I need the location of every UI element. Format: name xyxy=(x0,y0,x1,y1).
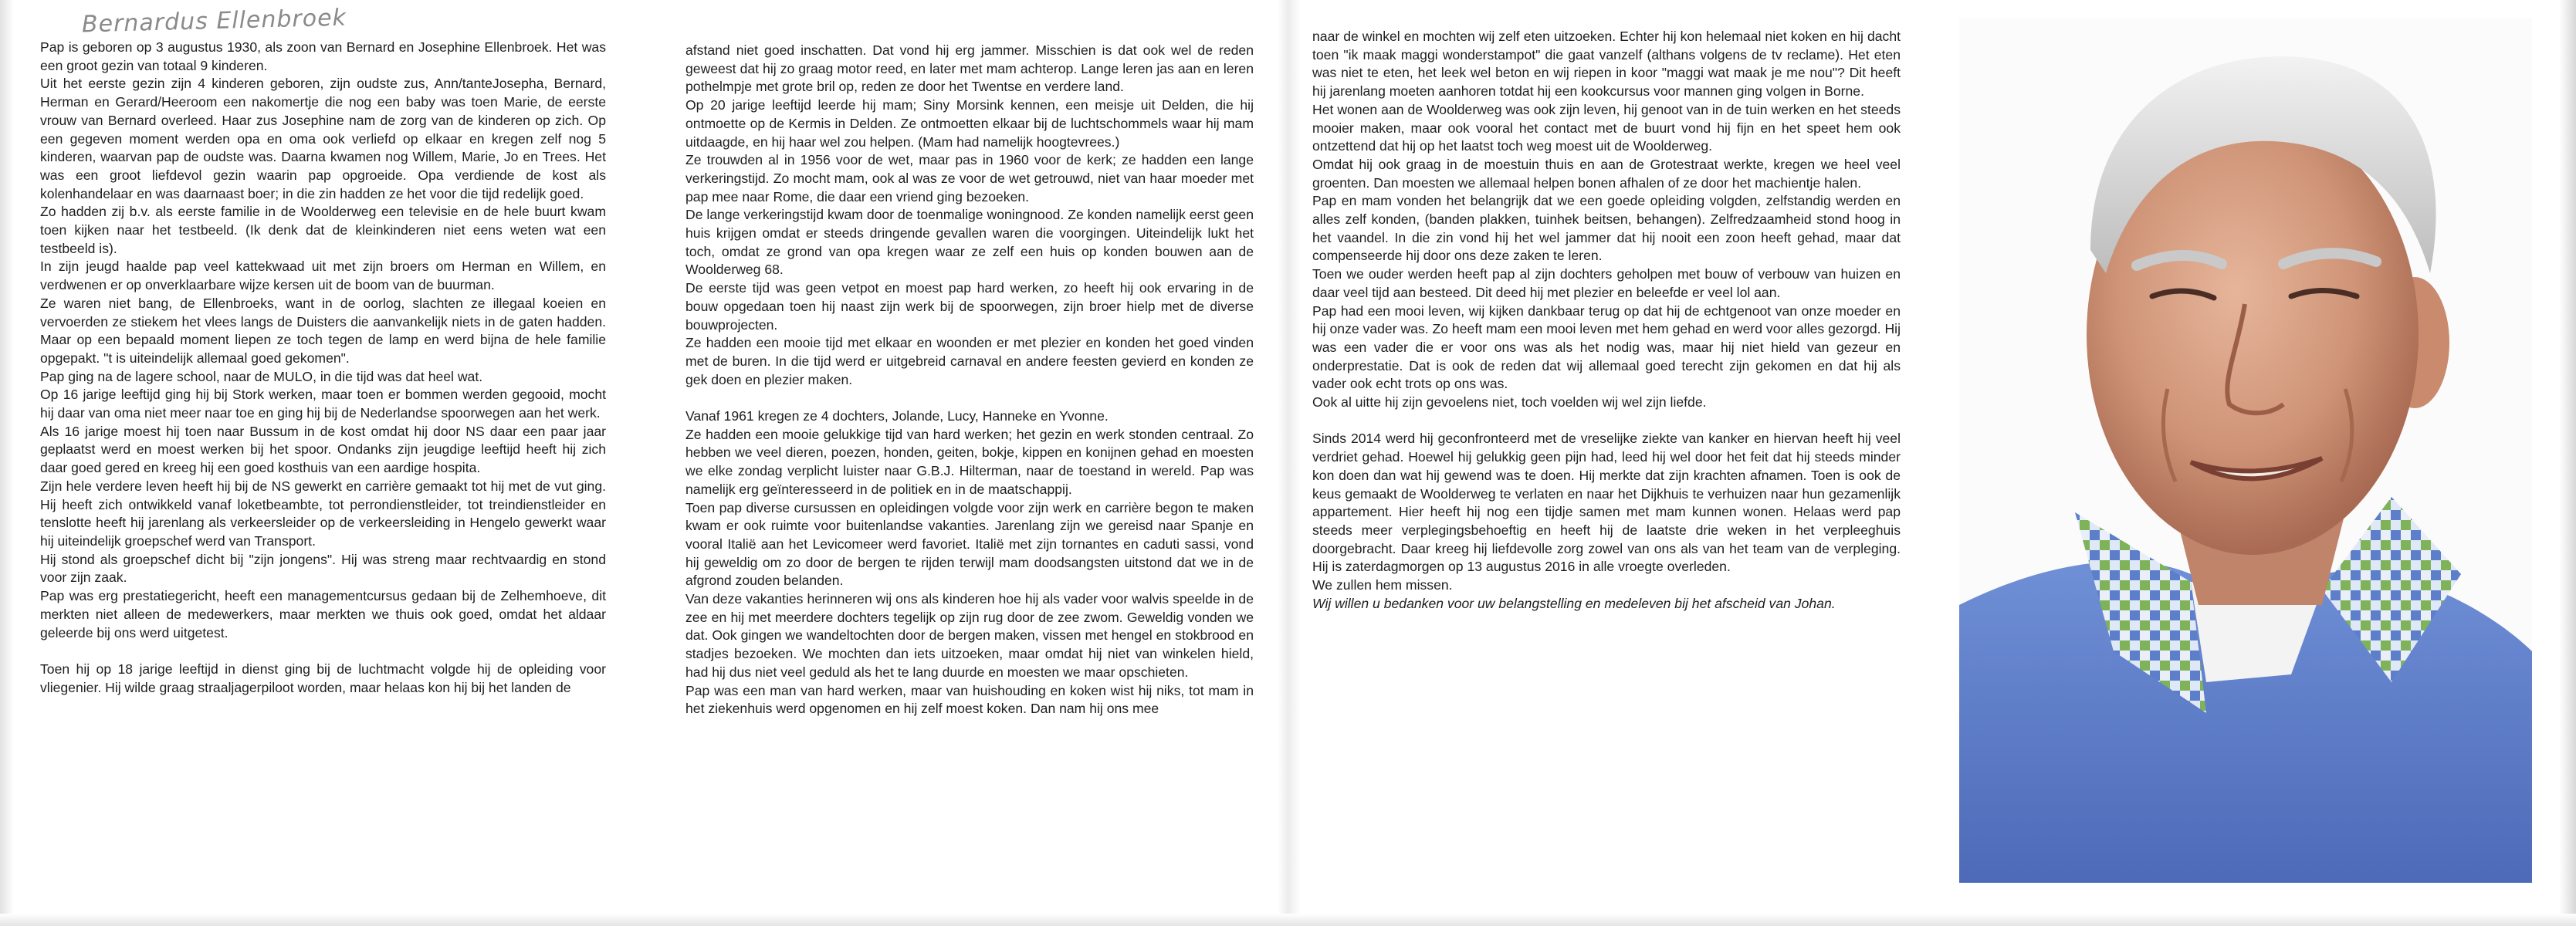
paragraph: In zijn jeugd haalde pap veel kattekwaad uit met zijn broers om Herman en Willem, en verdwenen er op onverklaarbare wijze kersen uit de boom van de buurman. xyxy=(40,259,606,293)
portrait-illustration xyxy=(1959,19,2532,883)
paragraph: Ze waren niet bang, de Ellenbroeks, want in de oorlog, slachten ze illegaal koeien en vervoerden ze stiekem het vlees langs de Duisters die aanvankelijk niets in de gaten hadden. Maar op een bepaald moment liepen ze toch tegen de lamp en werd bijna de hele familie opgepakt. "t is uiteindelijk allemaal goed gekomen". xyxy=(40,295,606,366)
paragraph: Ze hadden een mooie gelukkige tijd van hard werken; het gezin en werk stonden centraal. Zo hebben we veel dieren, poezen, honden, geiten, bokje, kippen en konijnen gehad en moesten we elke zondag verplicht luister naar G.B.J. Hilterman, naar de toestand in wereld. Pap was namelijk erg geïnteresseerd in de politiek en in de maatschappij. xyxy=(685,426,1254,497)
paragraph: Toen we ouder werden heeft pap al zijn dochters geholpen met bouw of verbouw van huizen en daar veel tijd aan besteed. Dit deed hij met plezier en beleefde er veel lol aan. xyxy=(1312,266,1901,300)
paragraph: Het wonen aan de Woolderweg was ook zijn leven, hij genoot van in de tuin werken en het steeds mooier maken, maar ook vooral het contact met de buurt vond hij fijn en het speet hem ook ontzettend dat hij op het laatst toch weg moest uit de Woolderweg. xyxy=(1312,101,1901,154)
paragraph: Pap was erg prestatiegericht, heeft een managementcursus gedaan bij de Zelhemhoeve, dit merkten niet alleen de medewerkers, maar merkten we thuis ook goed, omdat het aldaar geleerde bij ons werd uitgetest. xyxy=(40,588,606,640)
handwritten-name: Bernardus Ellenbroek xyxy=(81,4,347,39)
paragraph-gap xyxy=(685,389,1254,407)
paragraph: De eerste tijd was geen vetpot en moest pap hard werken, zo heeft hij ook ervaring in de bouw opgedaan toen hij naast zijn werk bij de spoorwegen, zijn broer hielp met de diverse bouwprojecten. xyxy=(685,280,1254,333)
paragraph: Ook al uitte hij zijn gevoelens niet, toch voelden wij wel zijn liefde. xyxy=(1312,394,1707,411)
paragraph: Zijn hele verdere leven heeft hij bij de NS gewerkt en carrière gemaakt tot hij met de vut ging. Hij heeft zich ontwikkeld vanaf loketbeambte, tot perrondienstleider, tot treindienstleider en tenslotte heeft hij jarenlang als verkeersleider op de verkeersleiding in Hengelo gewerkt waar hij uiteindelijk groepschef werd van Transport. xyxy=(40,478,606,549)
paragraph: Omdat hij ook graag in de moestuin thuis en aan de Grotestraat werkte, kregen we heel veel groenten. Dan moesten we allemaal helpen bonen afhalen of ze door het machientje halen. xyxy=(1312,156,1901,191)
page-edge-bottom xyxy=(0,914,2576,926)
text-column-1 xyxy=(40,39,606,697)
page-edge-left xyxy=(0,0,14,926)
paragraph: Pap was een man van hard werken, maar van huishouding en koken wist hij niks, tot mam in het ziekenhuis werd opgenomen en hij zelf moest koken. Dan nam hij ons mee xyxy=(685,682,1254,717)
paragraph: Pap had een mooi leven, wij kijken dankbaar terug op dat hij de echtgenoot van onze moeder en hij onze vader was. Zo heeft mam een mooi leven met hem gehad en werd voor alles gezorgd. Hij was een vader die er voor ons was als het nodig was, maar hij niet hield van gezeur en onderprestatie. Dat is ook de reden dat wij allemaal goed terecht zijn gekomen en dat hij als vader ook echt trots op ons was. xyxy=(1312,302,1901,392)
paragraph: De lange verkeringstijd kwam door de toenmalige woningnood. Ze konden namelijk eerst geen huis krijgen omdat er steeds dringende gevallen waren die voorgingen. Uiteindelijk lukt het toch, omdat ze grond van opa kregen waar ze zelf een huis op konden bouwen aan de Woolderweg 68. xyxy=(685,207,1254,278)
paragraph: Van deze vakanties herinneren wij ons als kinderen hoe hij als vader voor walvis speelde in de zee en hij met meerdere dochters tegelijk op zijn rug door de zee zwom. Geweldig vonden we dat. Ook gingen we wandeltochten door de bergen maken, vissen met hengel en stokbrood en stadjes bezoeken. We mochten dan iets uitzoeken, maar omdat hij niet van winkelen hield, had hij dus niet veel geduld als het te lang duurde en moesten we maar opschieten. xyxy=(685,591,1254,680)
paragraph: afstand niet goed inschatten. Dat vond hij erg jammer. Misschien is dat ook wel de reden geweest dat hij zo graag motor reed, en later met mam achterop. Lange leren jas aan en leren pothelmpje met grote bril op, reden ze door het Twentse en verdere land. xyxy=(685,42,1254,95)
paragraph: Als 16 jarige moest hij toen naar Bussum in de kost omdat hij door NS daar een paar jaar geplaatst werd en moest werken bij het spoor. Ondanks zijn jeugdige leeftijd heeft hij zich daar goed gered en kreeg hij een goed kosthuis van een aardige hospita. xyxy=(40,423,606,476)
page-edge-right xyxy=(2559,0,2576,926)
paragraph: Zo hadden zij b.v. als eerste familie in de Woolderweg een televisie en de hele buurt kwam toen kijken naar het testbeeld. (Ik denk dat de kleinkinderen niet eens weten wat een testbeeld is). xyxy=(40,204,606,256)
portrait-photo xyxy=(1959,19,2532,883)
paragraph: Sinds 2014 werd hij geconfronteerd met de vreselijke ziekte van kanker en hiervan heeft hij veel verdriet gehad. Hoewel hij gelukkig geen pijn had, leed hij wel door het feit dat hij steeds minder kon doen dan wat hij gewend was te doen. Hij merkte dat zijn krachten afnamen. Toen is ook de keus gemaakt de Woolderweg te verlaten en naar het Dijkhuis te verhuizen naar hun gezamenlijk appartement. Hier heeft hij nog een tijdje samen met mam kunnen wonen. Helaas werd pap steeds meer verplegingsbehoeftig en heeft hij de laatste drie weken in het verpleeghuis doorgebracht. Daar kreeg hij liefdevolle zorg zowel van ons als van het team van de verpleging. Hij is zaterdagmorgen op 13 augustus 2016 in alle vroegte overleden. xyxy=(1312,431,1901,575)
paragraph: Pap en mam vonden het belangrijk dat we een goede opleiding volgden, zelfstandig werden en alles zelf konden, (banden plakken, tuinhek beitsen, behangen). Zelfredzaamheid stond hoog in het vaandel. In die zin vond hij het wel jammer dat hij nooit een zoon heeft gehad, maar dat compenseerde hij door ons deze zaken te leren. xyxy=(1312,193,1901,264)
thanks-line: Wij willen u bedanken voor uw belangstelling en medeleven bij het afscheid van Johan. xyxy=(1312,595,1836,611)
paragraph: Hij stond als groepschef dicht bij "zijn jongens". Hij was streng maar rechtvaardig en stond voor zijn zaak. xyxy=(40,551,606,586)
paragraph: Pap ging na de lagere school, naar de MULO, in die tijd was dat heel wat. xyxy=(40,368,483,384)
paragraph-gap xyxy=(1312,412,1901,431)
paragraph: Op 20 jarige leeftijd leerde hij mam; Siny Morsink kennen, een meisje uit Delden, die hij ontmoette op de Kermis in Delden. Ze ontmoetten elkaar bij de luchtschommels waar hij mam uitdaagde, en hij haar wel zou helpen. (Mam had namelijk hoogtevrees.) xyxy=(685,97,1254,150)
paragraph: Vanaf 1961 kregen ze 4 dochters, Jolande, Lucy, Hanneke en Yvonne. xyxy=(685,408,1109,424)
paragraph-gap xyxy=(40,642,606,661)
paragraph: Op 16 jarige leeftijd ging hij bij Stork werken, maar toen er bommen werden gegooid, mocht hij daar van oma niet meer naar toe en ging hij bij de Nederlandse spoorwegen aan het werk. xyxy=(40,387,606,421)
text-column-2 xyxy=(685,42,1254,718)
paragraph: Ze trouwden al in 1956 voor de wet, maar pas in 1960 voor de kerk; ze hadden een lange verkeringstijd. Zo mocht mam, ook al was ze voor de wet getrouwd, niet van haar moeder met pap mee naar Rome, die daar een vriend ging bezoeken. xyxy=(685,152,1254,204)
paragraph: Uit het eerste gezin zijn 4 kinderen geboren, zijn oudste zus, Ann/tanteJosepha, Bernard, Herman en Gerard/Heeroom een nakomertje die nog een baby was toen Marie, de eerste vrouw van Bernard overleed. Haar zus Josephine nam de zorg van de kinderen op zich. Op een gegeven moment werden opa en oma ook verliefd op elkaar en kregen zelf nog 5 kinderen, waarvan pap de oudste was. Daarna kwamen nog Willem, Marie, Jo en Trees. Het was een groot liefdevol gezin waarin pap opgroeide. Opa verdiende de kost als kolenhandelaar en was daarnaast boer; in die zin hadden ze het voor die tijd redelijk goed. xyxy=(40,76,606,201)
paragraph: naar de winkel en mochten wij zelf eten uitzoeken. Echter hij kon helemaal niet koken en hij dacht toen "ik maak maggi wonderstampot" die gaat vanzelf (althans volgens de tv reclame). Het eten was niet te eten, het leek wel beton en wij riepen in koor "maggi wat maak je me nou"? Dit heeft hij jarenlang moeten aanhoren totdat hij een kookcursus voor mannen ging volgen in Borne. xyxy=(1312,29,1901,100)
paragraph: Toen hij op 18 jarige leeftijd in dienst ging bij de luchtmacht volgde hij de opleiding voor vliegenier. Hij wilde graag straaljagerpiloot worden, maar helaas kon hij bij het landen de xyxy=(40,661,606,695)
paragraph: Pap is geboren op 3 augustus 1930, als zoon van Bernard en Josephine Ellenbroek. Het was een groot gezin van totaal 9 kinderen. xyxy=(40,39,606,73)
closing-line: We zullen hem missen. xyxy=(1312,577,1453,593)
paragraph: Ze hadden een mooie tijd met elkaar en woonden er met plezier en konden het goed vinden met de buren. In die tijd werd er uitgebreid carnaval en andere feesten gevierd en konden ze gek doen en plezier maken. xyxy=(685,335,1254,387)
text-column-3 xyxy=(1312,28,1901,613)
paragraph: Toen pap diverse cursussen en opleidingen volgde voor zijn werk en carrière begon te maken kwam er ook ruimte voor buitenlandse vakanties. Jarenlang zijn we gereisd naar Spanje en vooral Italië aan het Levicomeer werd favoriet. Italië met zijn tornantes en caduti sassi, vond hij geweldig om zo door de bergen te rijden terwijl mam doodsangsten uitstond dat we in de afgrond zouden belanden. xyxy=(685,499,1254,589)
